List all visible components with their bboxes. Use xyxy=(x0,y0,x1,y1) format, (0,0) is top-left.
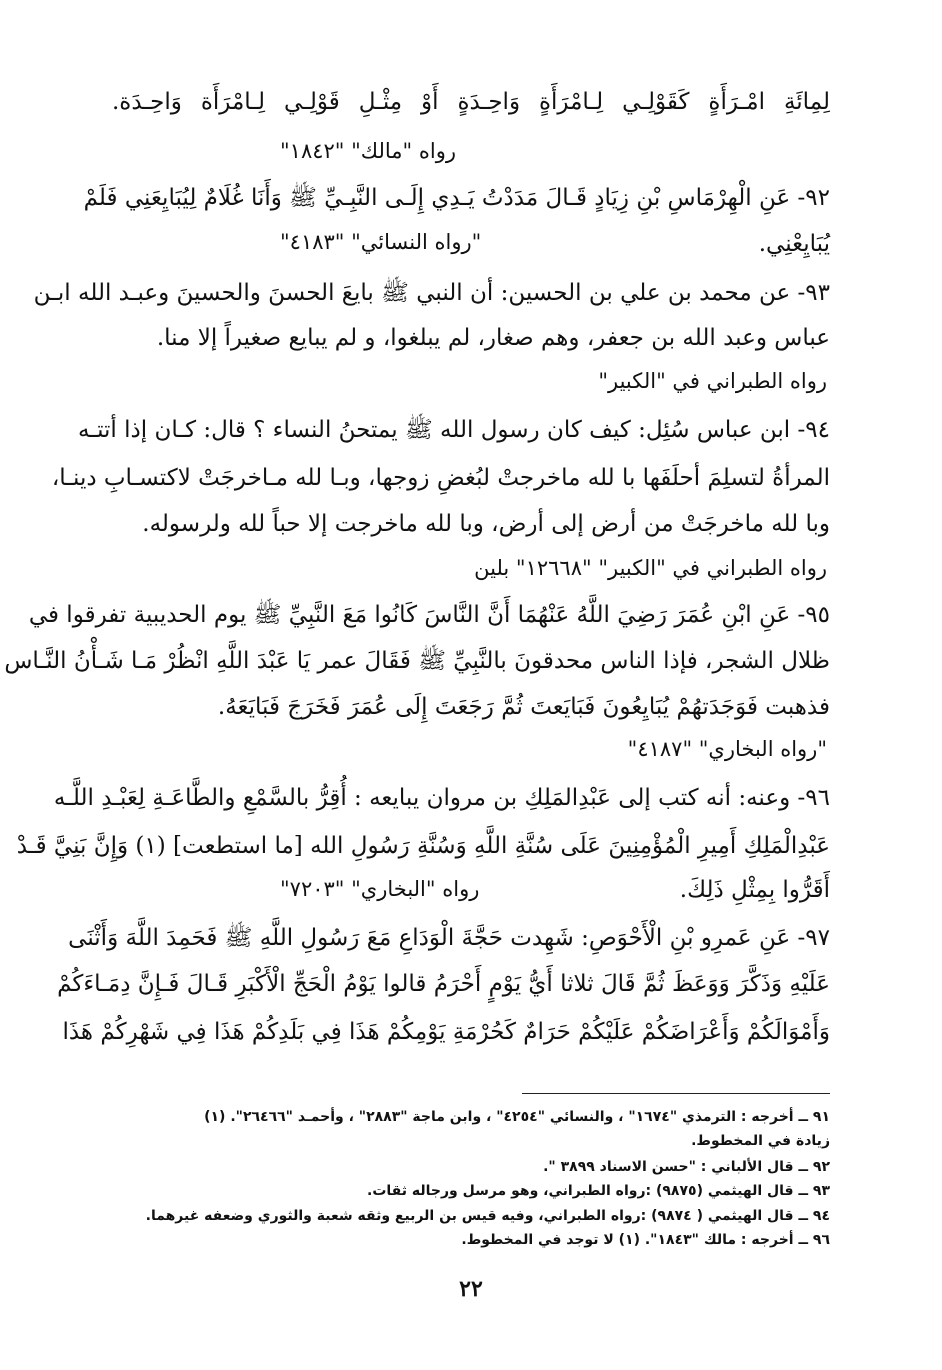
hadith-source-91: رواه "مالك" "١٨٤٢" xyxy=(280,139,456,163)
body-line: ٩٣- عن محمد بن علي بن الحسين: أن النبي ﷺ بايعَ الحسنَ والحسينَ وعبـد الله ابـن xyxy=(33,280,830,306)
body-line: يُبَايِعْنِي. xyxy=(758,231,830,257)
body-line: عباس وعبد الله بن جعفر، وهم صغار، لم يبلغوا، و لم يبايع صغيراً إلا منا. xyxy=(156,325,830,351)
hadith-source-93: رواه الطبراني في "الكبير" xyxy=(598,369,827,393)
footnote-line: ٩١ ــ أخرجه : الترمذي "١٦٧٤" ، والنسائي "٤٢٥٤" ، وابن ماجة "٢٨٨٣" ، وأحمـد "٢٦٤٦٦". (١) xyxy=(204,1109,830,1125)
body-line: وَأَمْوَالَكُمْ وَأَعْرَاضَكُمْ عَلَيْكُمْ حَرَامٌ كَحُرْمَةِ يَوْمِكُمْ هَذَا فِي بَلَدِكُمْ هَذَا فِي شَهْرِكُمْ هَذَا xyxy=(62,1019,830,1045)
hadith-source-92: "رواه النسائي" "٤١٨٣" xyxy=(280,230,482,254)
body-line: وبا لله ماخرجَتْ من أرض إلى أرض، وبا لله ماخرجت إلا حباً لله ولرسوله. xyxy=(142,511,830,537)
body-line: عَبْدِالْمَلِكِ أَمِيرِ الْمُؤْمِنِينَ عَلَى سُنَّةِ اللَّهِ وَسُنَّةِ رَسُولِ الله [ما استطعت] (١) وَإِنَّ بَنِيَّ قَـدْ xyxy=(16,833,830,859)
footnote-separator xyxy=(522,1093,830,1094)
body-line: ٩٤- ابن عباس سُئِل: كيف كان رسول الله ﷺ يمتحنُ النساء ؟ قال: كـان إذا أتتـه xyxy=(78,417,830,443)
footnote-line: ٩٦ ــ أخرجه : مالك "١٨٤٣". (١) لا توجد في المخطوط. xyxy=(461,1232,830,1248)
hadith-source-94: رواه الطبراني في "الكبير" "١٢٦٦٨" بلين xyxy=(474,556,827,580)
body-line: ٩٥- عَنِ ابْنِ عُمَرَ رَضِيَ اللَّهُ عَنْهُمَا أَنَّ النَّاسَ كَانُوا مَعَ النَّبِيِّ ﷺ يوم الحديبية تفرقوا في xyxy=(28,602,830,628)
footnote-line: زيادة في المخطوط. xyxy=(691,1133,830,1149)
body-line: لِمِائَةِ امْـرَأَةٍ كَقَوْلِـي لِـامْرَأَةٍ وَاحِـدَةٍ أَوْ مِثْـلِ قَوْلِـي لِـامْرَأَة وَاحِـدَة. xyxy=(112,89,830,115)
body-line: ٩٢- عَنِ الْهِرْمَاسِ بْنِ زِيَادٍ قَـالَ مَدَدْتُ يَـدِي إِلَـى النَّبِـيِّ ﷺ وَأَنَا غُلَامٌ لِيُبَايِعَنِي فَلَمْ xyxy=(83,185,830,211)
body-line: عَلَيْهِ وَذَكَّرَ وَوَعَظَ ثُمَّ قَالَ ثلاثا أَيُّ يَوْمٍ أَحْرَمُ قالوا يَوْمُ الْحَجِّ الْأَكْبَرِ قَـالَ فَـإِنَّ دِمَـاءَكُمْ xyxy=(57,971,830,997)
body-line: أَقَرُّوا بِمِثْلِ ذَلِكَ. xyxy=(679,877,830,903)
body-line: فذهبت فَوَجَدَتهُمْ يُبَايِعُونَ فَبَايَعتَ ثُمَّ رَجَعَتَ إِلَى عُمَرَ فَخَرَجَ فَبَايَعَهُ. xyxy=(217,694,830,720)
body-line: ظلال الشجر، فإذا الناس محدقونَ بالنَّبِيِّ ﷺ فَقَالَ عمر يَا عَبْدَ اللَّهِ انْظُرْ مَـا شَـأْنُ النَّـاس xyxy=(4,648,830,674)
body-line: ٩٦- وعنه: أنه كتب إلى عَبْدِالمَلِكِ بن مروان يبايعه : أُقِرُّ بالسَّمْعِ والطَّاعَـةِ لِعَبْـدِ اللَّـه xyxy=(53,785,830,811)
footnote-line: ٩٢ ــ قال الألباني : "حسن الاسناد ٣٨٩٩ ". xyxy=(543,1159,830,1175)
footnote-line: ٩٤ ــ قال الهيثمي ( ٩٨٧٤) :رواه الطبراني، وفيه قيس بن الربيع وثقه شعبة والثوري وضعفه غيرهما. xyxy=(145,1208,830,1224)
body-line: ٩٧- عَنِ عَمرِو بْنِ الْأَحْوَصِ: شَهِدت حَجَّةَ الْوَدَاعِ مَعَ رَسُولِ اللَّهِ ﷺ فَحَمِدَ اللَّهَ وَأَثْنَى xyxy=(68,925,830,951)
hadith-source-96: رواه "البخاري" "٧٢٠٣" xyxy=(280,877,480,901)
page-number: ٢٢ xyxy=(459,1276,483,1302)
body-line: المرأةُ لتسلِمَ أحلَفَها با لله ماخرجتْ لبُغضِ زوجها، وبـا لله مـاخرجَتْ لاكتسـابِ دينـا، xyxy=(51,465,830,491)
footnote-line: ٩٣ ــ قال الهيثمي (٩٨٧٥) :رواه الطبراني، وهو مرسل ورجاله ثقات. xyxy=(367,1183,830,1199)
hadith-source-95: "رواه البخاري" "٤١٨٧" xyxy=(627,737,827,761)
